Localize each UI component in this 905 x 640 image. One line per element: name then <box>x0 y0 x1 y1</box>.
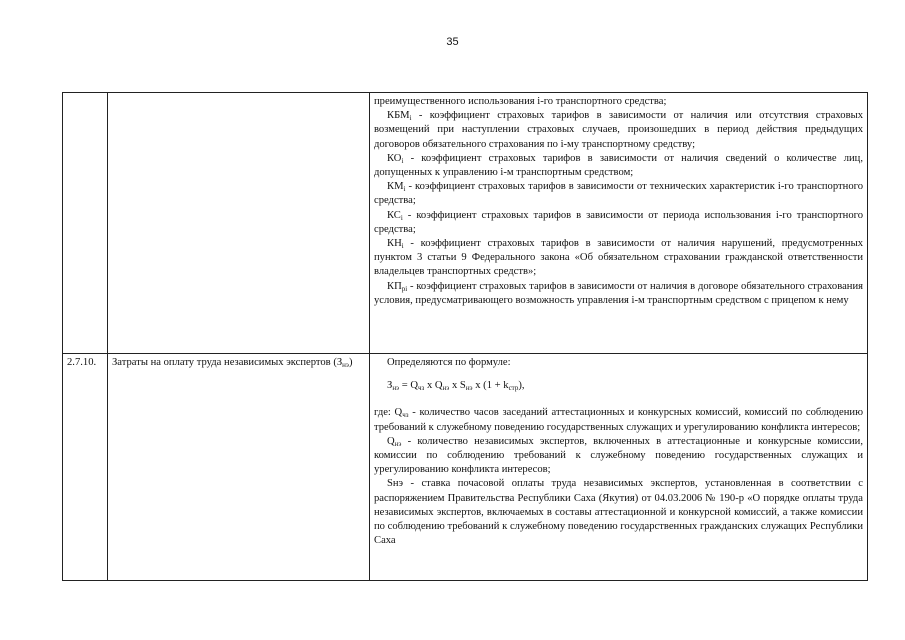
paragraph: $КО_i$ - коэффициент страховых тарифов в зависимости от наличия сведений о количестве лиц, допущенных к управлению i-м транспортным средством; <box>374 152 863 179</box>
formula: $З_{нэ} = Q_{чз}$ x $Q_{нэ}$ x $S_{нэ}$ x $(1 + k_{стр})$, <box>387 380 525 393</box>
paragraph: $КБМ_i$ - коэффициент страховых тарифов в зависимости от наличия или отсутствия страховых возмещений при наступлении страховых случаев, произошедших в период действия предыдущих договоров обязательного страхования по i-му транспортному средству; <box>374 110 863 150</box>
paragraph: $КП_{pi}$ - коэффициент страховых тарифов в зависимости от наличия в договоре обязательного страхования условия, предусматривающего возможность управления i-м транспортным средством с прицепом к нему <box>374 280 863 306</box>
document-table <box>62 92 868 581</box>
paragraph: $КС_i$ - коэффициент страховых тарифов в зависимости от периода использования i-го транспортного средства; <box>374 209 863 235</box>
row-description-cell <box>370 354 868 581</box>
paragraph: $Q_{нэ}$ - количество независимых экспертов, включенных в аттестационные и конкурсные комиссии, комиссии по соблюдению требований к служебному поведению государственных служащих и урегулированию конфликта интересов; <box>374 435 863 476</box>
row-description-cell <box>370 93 868 354</box>
row-number-cell: 2.7.10. <box>63 354 108 581</box>
table-row <box>63 354 868 581</box>
paragraph: Sнэ - ставка почасовой оплаты труда независимых экспертов, установленная в соответствии с распоряжением Правительства Республики Саха (Якутия) от 04.03.2006 № 190-р «О порядке оплаты труда независимых экспертов, включаемых в составы аттестационной и конкурсной комиссий, а также комиссии по соблюдению требований к служебному поведению государственных гражданских служащих Республики Саха <box>374 478 863 547</box>
row-name-cell <box>108 93 370 354</box>
table-row <box>63 93 868 354</box>
paragraph: преимущественного использования i-го транспортного средства; <box>374 96 667 107</box>
formula-intro: Определяются по формуле: <box>387 357 511 368</box>
row-number-cell <box>63 93 108 354</box>
page-number: 35 <box>446 36 459 48</box>
paragraph: $КМ_i$ - коэффициент страховых тарифов в зависимости от технических характеристик i-го транспортного средства; <box>374 181 863 207</box>
paragraph: где: $Q_{чз}$ - количество часов заседаний аттестационных и конкурсных комиссий, комиссий по соблюдению требований к служебному поведению государственных служащих и урегулированию конфликта интересов; <box>374 407 863 433</box>
paragraph: $КН_i$ - коэффициент страховых тарифов в зависимости от наличия нарушений, предусмотренных пунктом 3 статьи 9 Федерального закона «Об обязательном страховании гражданской ответственности владельцев транспортных средств»; <box>374 238 863 278</box>
row-name-cell: Затраты на оплату труда независимых экспертов $(З_{нэ})$ <box>108 354 370 581</box>
